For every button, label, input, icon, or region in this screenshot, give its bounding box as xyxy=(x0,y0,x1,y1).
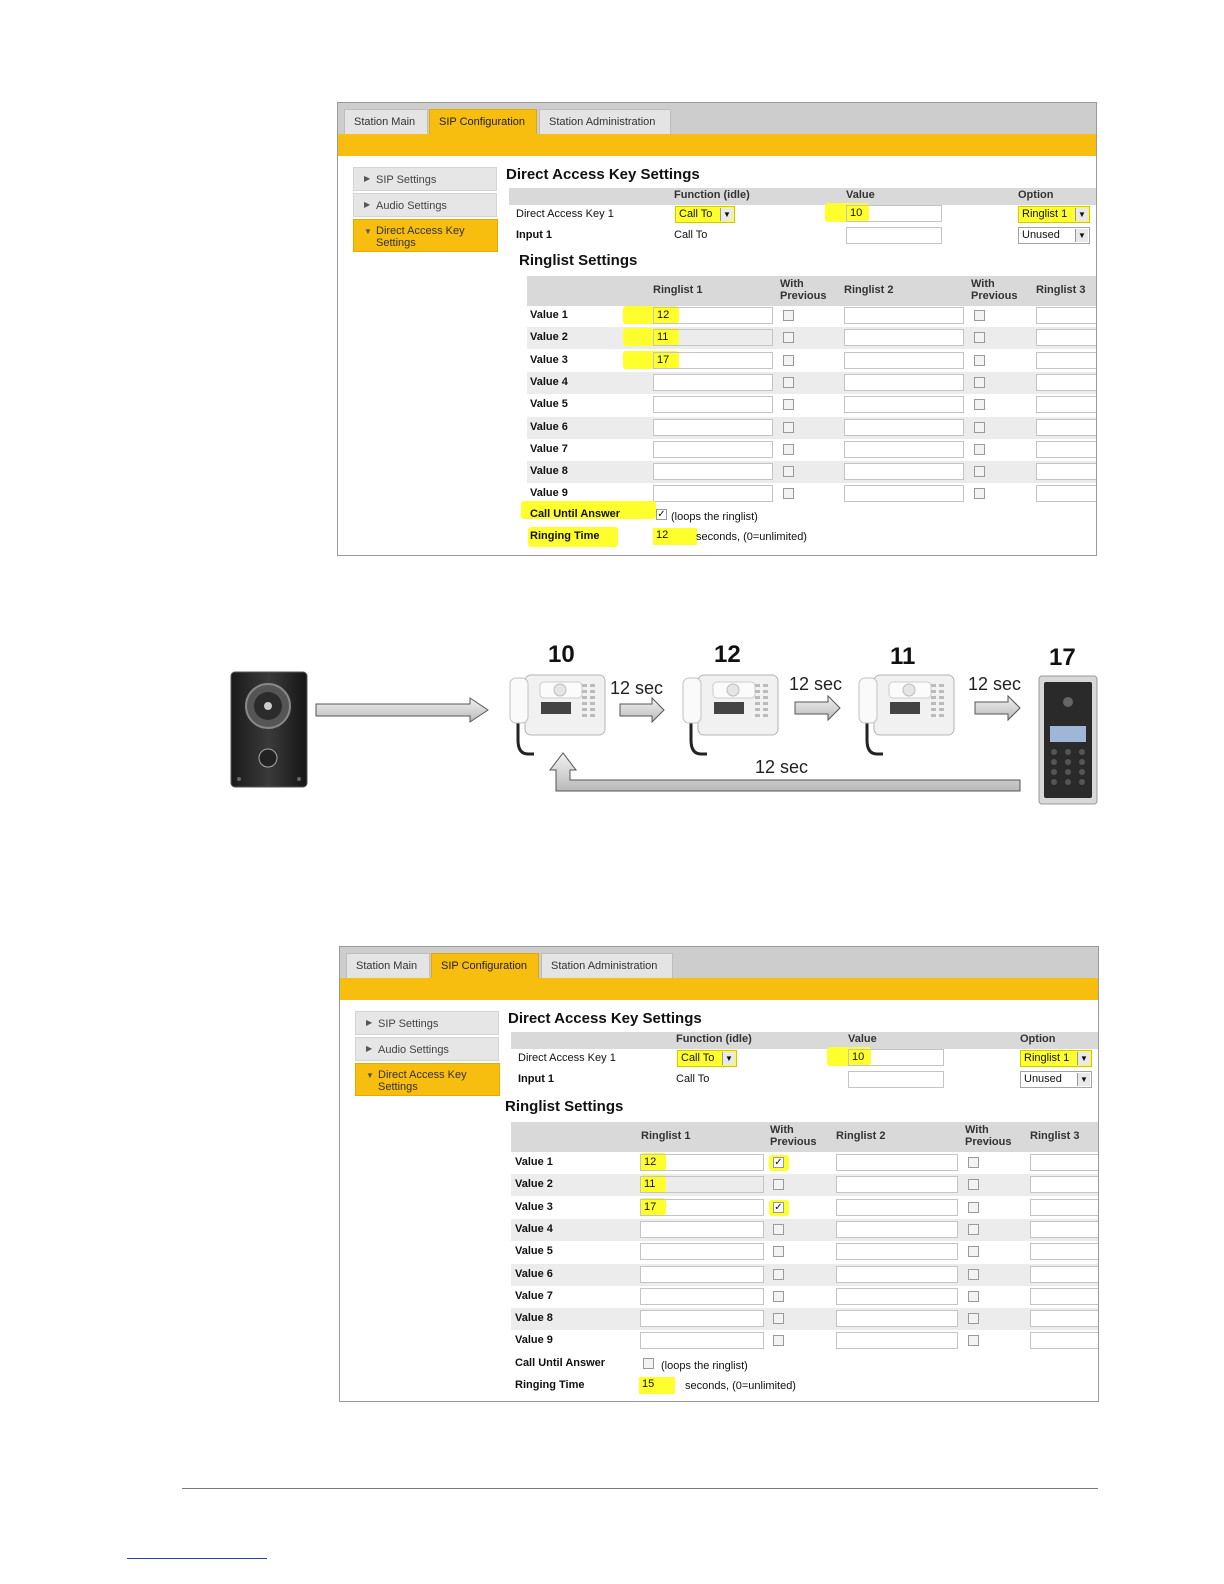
with-previous-1-checkbox[interactable] xyxy=(783,488,794,499)
ringlist-2-input[interactable] xyxy=(844,441,964,458)
intercom-panel-icon xyxy=(231,672,307,787)
ringlist-3-input[interactable] xyxy=(1036,307,1097,324)
value-row-label: Value 1 xyxy=(530,309,568,321)
desk-phone-icon xyxy=(859,675,954,754)
dak-1-option-select[interactable] xyxy=(1018,206,1090,223)
ringlist-2-input[interactable] xyxy=(844,307,964,324)
select-value: Unused xyxy=(1022,229,1060,241)
with-previous-1-checkbox[interactable] xyxy=(773,1313,784,1324)
ringlist-row xyxy=(527,439,1097,461)
ringlist-1-input[interactable] xyxy=(640,1288,764,1305)
dak-header-row xyxy=(509,188,1097,205)
sidebar-item-label: Audio Settings xyxy=(376,200,447,212)
ringlist-2-input[interactable] xyxy=(844,463,964,480)
ringlist-2-input[interactable] xyxy=(836,1310,958,1327)
ringlist-2-input[interactable] xyxy=(844,329,964,346)
tab-sip-configuration[interactable]: SIP Configuration xyxy=(429,109,537,134)
value-row-label: Value 4 xyxy=(515,1222,553,1235)
ringlist-2-input[interactable] xyxy=(844,396,964,413)
station-number-label: 10 xyxy=(548,641,575,668)
ringlist-3-input[interactable] xyxy=(1036,441,1097,458)
header-option: Option xyxy=(1020,1033,1056,1045)
ringlist-3-input[interactable] xyxy=(1036,374,1097,391)
ringlist-1-input[interactable] xyxy=(640,1266,764,1283)
input-1-option-select[interactable] xyxy=(1020,1071,1092,1088)
with-previous-1-checkbox[interactable] xyxy=(773,1246,784,1257)
ringlist-row xyxy=(527,394,1097,416)
chevron-down-icon: ▼ xyxy=(366,1071,374,1080)
ringlist-row xyxy=(511,1152,1099,1174)
station-number-label: 11 xyxy=(890,643,916,670)
with-previous-1-checkbox[interactable] xyxy=(783,310,794,321)
call-arrow-icon xyxy=(316,698,488,722)
ringing-time-input[interactable]: 15 xyxy=(639,1377,675,1394)
tab-sip-configuration[interactable]: SIP Configuration xyxy=(431,953,539,978)
with-previous-1-checkbox[interactable] xyxy=(783,466,794,477)
value-row-label: Value 3 xyxy=(530,353,568,366)
dak-1-function-select[interactable] xyxy=(675,206,735,223)
ringlist-2-input[interactable] xyxy=(844,352,964,369)
sidebar-item-sip-settings[interactable] xyxy=(355,1011,499,1035)
sidebar-item-label: SIP Settings xyxy=(376,174,437,186)
input-1-label: Input 1 xyxy=(518,1073,555,1085)
input-1-label: Input 1 xyxy=(516,229,553,241)
value-row-label: Value 8 xyxy=(530,465,568,478)
ringing-time-note: seconds, (0=unlimited) xyxy=(685,1380,796,1392)
dak-1-option-select[interactable] xyxy=(1020,1050,1092,1067)
ringlist-row xyxy=(511,1219,1099,1241)
with-previous-1-checkbox[interactable] xyxy=(773,1291,784,1302)
value-row-label: Value 8 xyxy=(515,1312,553,1325)
ringlist-3-input[interactable] xyxy=(1030,1332,1099,1349)
loop-interval-label: 12 sec xyxy=(755,757,809,777)
ringlist-row xyxy=(527,327,1097,349)
ringlist-1-input[interactable]: 11 xyxy=(640,1176,764,1193)
call-arrow-icon xyxy=(620,698,664,722)
with-previous-1-checkbox[interactable] xyxy=(773,1335,784,1346)
dropdown-arrow-icon: ▼ xyxy=(722,1052,735,1065)
ringing-time-label: Ringing Time xyxy=(515,1379,585,1391)
screenshot-ringlist-config-1 xyxy=(337,102,1097,556)
with-previous-1-checkbox[interactable] xyxy=(783,399,794,410)
ringing-time-note: seconds, (0=unlimited) xyxy=(696,531,807,543)
header-ringlist-2: Ringlist 2 xyxy=(836,1130,886,1142)
with-previous-2-checkbox[interactable] xyxy=(968,1291,979,1302)
with-previous-1-checkbox[interactable] xyxy=(783,422,794,433)
dak-1-function-select[interactable] xyxy=(677,1050,737,1067)
ringing-time-label: Ringing Time xyxy=(530,530,600,542)
with-previous-1-checkbox[interactable] xyxy=(773,1269,784,1280)
ringlist-3-input[interactable] xyxy=(1030,1288,1099,1305)
input-1-value-input[interactable] xyxy=(846,227,942,244)
tab-bar xyxy=(340,947,1098,978)
dropdown-arrow-icon: ▼ xyxy=(1075,229,1088,242)
call-until-answer-checkbox[interactable] xyxy=(643,1358,654,1369)
ringlist-3-input[interactable] xyxy=(1036,485,1097,502)
input-1-option-select[interactable] xyxy=(1018,227,1090,244)
ringlist-row xyxy=(511,1174,1099,1196)
select-value: Call To xyxy=(681,1052,715,1064)
sidebar-item-audio-settings[interactable] xyxy=(355,1037,499,1061)
ringlist-1-input[interactable] xyxy=(640,1221,764,1238)
ringlist-row xyxy=(511,1264,1099,1286)
with-previous-1-checkbox[interactable] xyxy=(773,1179,784,1190)
ringlist-2-input[interactable] xyxy=(844,485,964,502)
ringlist-row xyxy=(527,461,1097,483)
ringlist-3-input[interactable] xyxy=(1030,1176,1099,1193)
with-previous-1-checkbox[interactable] xyxy=(783,377,794,388)
dak-1-label: Direct Access Key 1 xyxy=(516,208,614,220)
header-ringlist-1: Ringlist 1 xyxy=(641,1130,691,1142)
chevron-right-icon: ▶ xyxy=(364,200,371,209)
ringlist-row xyxy=(511,1241,1099,1263)
ringlist-2-input[interactable] xyxy=(836,1221,958,1238)
with-previous-2-checkbox[interactable] xyxy=(968,1335,979,1346)
ringlist-row xyxy=(511,1308,1099,1330)
interval-label: 12 sec xyxy=(610,678,664,698)
ringlist-1-input[interactable] xyxy=(640,1332,764,1349)
sidebar-item-audio-settings[interactable] xyxy=(353,193,497,217)
header-with-previous: With Previous xyxy=(971,278,1018,302)
call-arrow-icon xyxy=(795,696,840,720)
select-value: Ringlist 1 xyxy=(1024,1052,1070,1064)
chevron-down-icon: ▼ xyxy=(364,227,372,236)
input-1-function: Call To xyxy=(674,229,708,241)
header-ringlist-2: Ringlist 2 xyxy=(844,284,894,296)
ringlist-2-input[interactable] xyxy=(836,1176,958,1193)
with-previous-2-checkbox[interactable] xyxy=(974,444,985,455)
value-row-label: Value 5 xyxy=(515,1245,553,1258)
with-previous-2-checkbox[interactable] xyxy=(974,399,985,410)
dropdown-arrow-icon: ▼ xyxy=(720,208,733,221)
with-previous-2-checkbox[interactable] xyxy=(968,1202,979,1213)
footer-link-underline xyxy=(127,1558,267,1559)
tab-station-main[interactable]: Station Main xyxy=(344,109,428,134)
select-value: Call To xyxy=(679,208,713,220)
ringlist-2-input[interactable] xyxy=(836,1243,958,1260)
sidebar-item-direct-access-key-settings[interactable] xyxy=(353,219,498,252)
tab-station-main[interactable]: Station Main xyxy=(346,953,430,978)
call-until-answer-checkbox[interactable]: ✓ xyxy=(657,509,666,520)
value-row-label: Value 9 xyxy=(530,487,568,500)
value-row-label: Value 7 xyxy=(530,442,568,455)
header-with-previous: With Previous xyxy=(780,278,827,302)
header-ringlist-1: Ringlist 1 xyxy=(653,284,703,296)
ringlist-row xyxy=(511,1286,1099,1308)
desk-phone-icon xyxy=(683,675,778,754)
ringlist-1-input[interactable]: 17 xyxy=(653,352,773,369)
sidebar-item-label: SIP Settings xyxy=(378,1018,439,1030)
header-with-previous: With Previous xyxy=(770,1124,817,1148)
with-previous-2-checkbox[interactable] xyxy=(974,355,985,366)
with-previous-2-checkbox[interactable] xyxy=(968,1224,979,1235)
station-number-label: 17 xyxy=(1049,644,1076,671)
ringlist-3-input[interactable] xyxy=(1030,1243,1099,1260)
ringlist-1-input[interactable] xyxy=(640,1310,764,1327)
dak-settings-title: Direct Access Key Settings xyxy=(506,166,700,183)
value-row-label: Value 7 xyxy=(515,1289,553,1302)
ringlist-2-input[interactable] xyxy=(836,1332,958,1349)
value-row-label: Value 6 xyxy=(530,420,568,433)
header-ringlist-3: Ringlist 3 xyxy=(1030,1130,1080,1142)
value-row-label: Value 2 xyxy=(530,331,568,344)
value-row-label: Value 5 xyxy=(530,398,568,411)
ringlist-call-flow-diagram xyxy=(0,640,1224,840)
ringlist-1-input[interactable] xyxy=(653,485,773,502)
ringlist-2-input[interactable] xyxy=(844,374,964,391)
ringlist-1-input[interactable] xyxy=(653,463,773,480)
ringlist-2-input[interactable] xyxy=(836,1288,958,1305)
ringlist-1-input[interactable] xyxy=(653,441,773,458)
ringlist-3-input[interactable] xyxy=(1030,1266,1099,1283)
sidebar-item-label: Audio Settings xyxy=(378,1044,449,1056)
ringlist-row xyxy=(511,1197,1099,1219)
ringlist-row xyxy=(527,305,1097,327)
orange-header-bar xyxy=(340,978,1098,1000)
screenshot-ringlist-config-2 xyxy=(339,946,1099,1402)
with-previous-2-checkbox[interactable] xyxy=(974,488,985,499)
dropdown-arrow-icon: ▼ xyxy=(1075,208,1088,221)
ringlist-2-input[interactable] xyxy=(836,1154,958,1171)
with-previous-1-checkbox[interactable]: ✓ xyxy=(774,1157,783,1168)
call-until-answer-note: (loops the ringlist) xyxy=(661,1360,748,1372)
ringlist-3-input[interactable] xyxy=(1030,1154,1099,1171)
interval-label: 12 sec xyxy=(789,674,843,694)
sidebar-item-direct-access-key-settings[interactable] xyxy=(355,1063,500,1096)
sidebar-item-sip-settings[interactable] xyxy=(353,167,497,191)
dak-1-label: Direct Access Key 1 xyxy=(518,1052,616,1064)
ringlist-3-input[interactable] xyxy=(1036,352,1097,369)
header-ringlist-3: Ringlist 3 xyxy=(1036,284,1086,296)
call-arrow-icon xyxy=(975,696,1020,720)
with-previous-2-checkbox[interactable] xyxy=(974,332,985,343)
interval-label: 12 sec xyxy=(968,674,1022,694)
orange-header-bar xyxy=(338,134,1096,156)
with-previous-1-checkbox[interactable] xyxy=(773,1224,784,1235)
ringlist-2-input[interactable] xyxy=(844,419,964,436)
ringlist-2-input[interactable] xyxy=(836,1266,958,1283)
header-option: Option xyxy=(1018,189,1054,201)
ringlist-row xyxy=(527,350,1097,372)
header-value: Value xyxy=(846,189,875,201)
ringlist-3-input[interactable] xyxy=(1036,329,1097,346)
with-previous-2-checkbox[interactable] xyxy=(968,1157,979,1168)
with-previous-2-checkbox[interactable] xyxy=(974,422,985,433)
with-previous-1-checkbox[interactable] xyxy=(783,355,794,366)
desk-phone-icon xyxy=(510,675,605,754)
ringlist-1-input[interactable] xyxy=(653,374,773,391)
footer-divider xyxy=(182,1488,1098,1489)
with-previous-2-checkbox[interactable] xyxy=(974,377,985,388)
header-function-idle: Function (idle) xyxy=(676,1033,752,1045)
ringlist-3-input[interactable] xyxy=(1030,1310,1099,1327)
ringlist-row xyxy=(527,417,1097,439)
dak-header-row xyxy=(511,1032,1099,1049)
value-row-label: Value 6 xyxy=(515,1267,553,1280)
ringlist-settings-title: Ringlist Settings xyxy=(519,252,638,269)
tab-station-administration[interactable]: Station Administration xyxy=(539,109,671,134)
ringlist-1-input[interactable]: 12 xyxy=(640,1154,764,1171)
header-value: Value xyxy=(848,1033,877,1045)
ringlist-1-input[interactable] xyxy=(653,419,773,436)
value-row-label: Value 4 xyxy=(530,375,568,388)
station-number-label: 12 xyxy=(714,641,741,668)
ringlist-1-input[interactable]: 11 xyxy=(653,329,773,346)
chevron-right-icon: ▶ xyxy=(364,174,371,183)
sidebar-item-label: Direct Access Key Settings xyxy=(378,1069,467,1093)
header-with-previous: With Previous xyxy=(965,1124,1012,1148)
ringlist-3-input[interactable] xyxy=(1036,419,1097,436)
value-row-label: Value 9 xyxy=(515,1334,553,1347)
dak-settings-title: Direct Access Key Settings xyxy=(508,1010,702,1027)
sidebar-item-label: Direct Access Key Settings xyxy=(376,225,465,249)
with-previous-1-checkbox[interactable]: ✓ xyxy=(774,1201,783,1213)
dak-1-value-input[interactable]: 10 xyxy=(846,205,942,222)
with-previous-2-checkbox[interactable] xyxy=(968,1313,979,1324)
tab-station-administration[interactable]: Station Administration xyxy=(541,953,673,978)
call-until-answer-note: (loops the ringlist) xyxy=(671,511,758,523)
input-1-function: Call To xyxy=(676,1073,710,1085)
ringlist-3-input[interactable] xyxy=(1030,1221,1099,1238)
with-previous-1-checkbox[interactable] xyxy=(783,332,794,343)
ringlist-2-input[interactable] xyxy=(836,1199,958,1216)
ringlist-3-input[interactable] xyxy=(1030,1199,1099,1216)
ringing-time-input[interactable]: 12 xyxy=(653,528,697,545)
ringlist-1-input[interactable]: 17 xyxy=(640,1199,764,1216)
dak-1-value-input[interactable]: 10 xyxy=(848,1049,944,1066)
select-value: Unused xyxy=(1024,1073,1062,1085)
input-1-value-input[interactable] xyxy=(848,1071,944,1088)
ringlist-row xyxy=(511,1330,1099,1352)
select-value: Ringlist 1 xyxy=(1022,208,1068,220)
value-row-label: Value 1 xyxy=(515,1156,553,1168)
with-previous-2-checkbox[interactable] xyxy=(968,1246,979,1257)
ringlist-settings-title: Ringlist Settings xyxy=(505,1098,624,1115)
tab-bar xyxy=(338,103,1096,134)
ringlist-1-input[interactable] xyxy=(653,396,773,413)
dropdown-arrow-icon: ▼ xyxy=(1077,1073,1090,1086)
value-row-label: Value 3 xyxy=(515,1200,553,1213)
value-row-label: Value 2 xyxy=(515,1178,553,1191)
ringlist-3-input[interactable] xyxy=(1036,463,1097,480)
chevron-right-icon: ▶ xyxy=(366,1018,373,1027)
header-function-idle: Function (idle) xyxy=(674,189,750,201)
ringlist-1-input[interactable]: 12 xyxy=(653,307,773,324)
with-previous-2-checkbox[interactable] xyxy=(974,466,985,477)
call-until-answer-label: Call Until Answer xyxy=(515,1357,606,1369)
with-previous-2-checkbox[interactable] xyxy=(968,1269,979,1280)
door-station-icon xyxy=(1039,676,1097,804)
with-previous-2-checkbox[interactable] xyxy=(974,310,985,321)
ringlist-3-input[interactable] xyxy=(1036,396,1097,413)
chevron-right-icon: ▶ xyxy=(366,1044,373,1053)
ringlist-row xyxy=(527,372,1097,394)
ringlist-1-input[interactable] xyxy=(640,1243,764,1260)
with-previous-2-checkbox[interactable] xyxy=(968,1179,979,1190)
call-until-answer-label: Call Until Answer xyxy=(530,508,621,520)
with-previous-1-checkbox[interactable] xyxy=(783,444,794,455)
dropdown-arrow-icon: ▼ xyxy=(1077,1052,1090,1065)
